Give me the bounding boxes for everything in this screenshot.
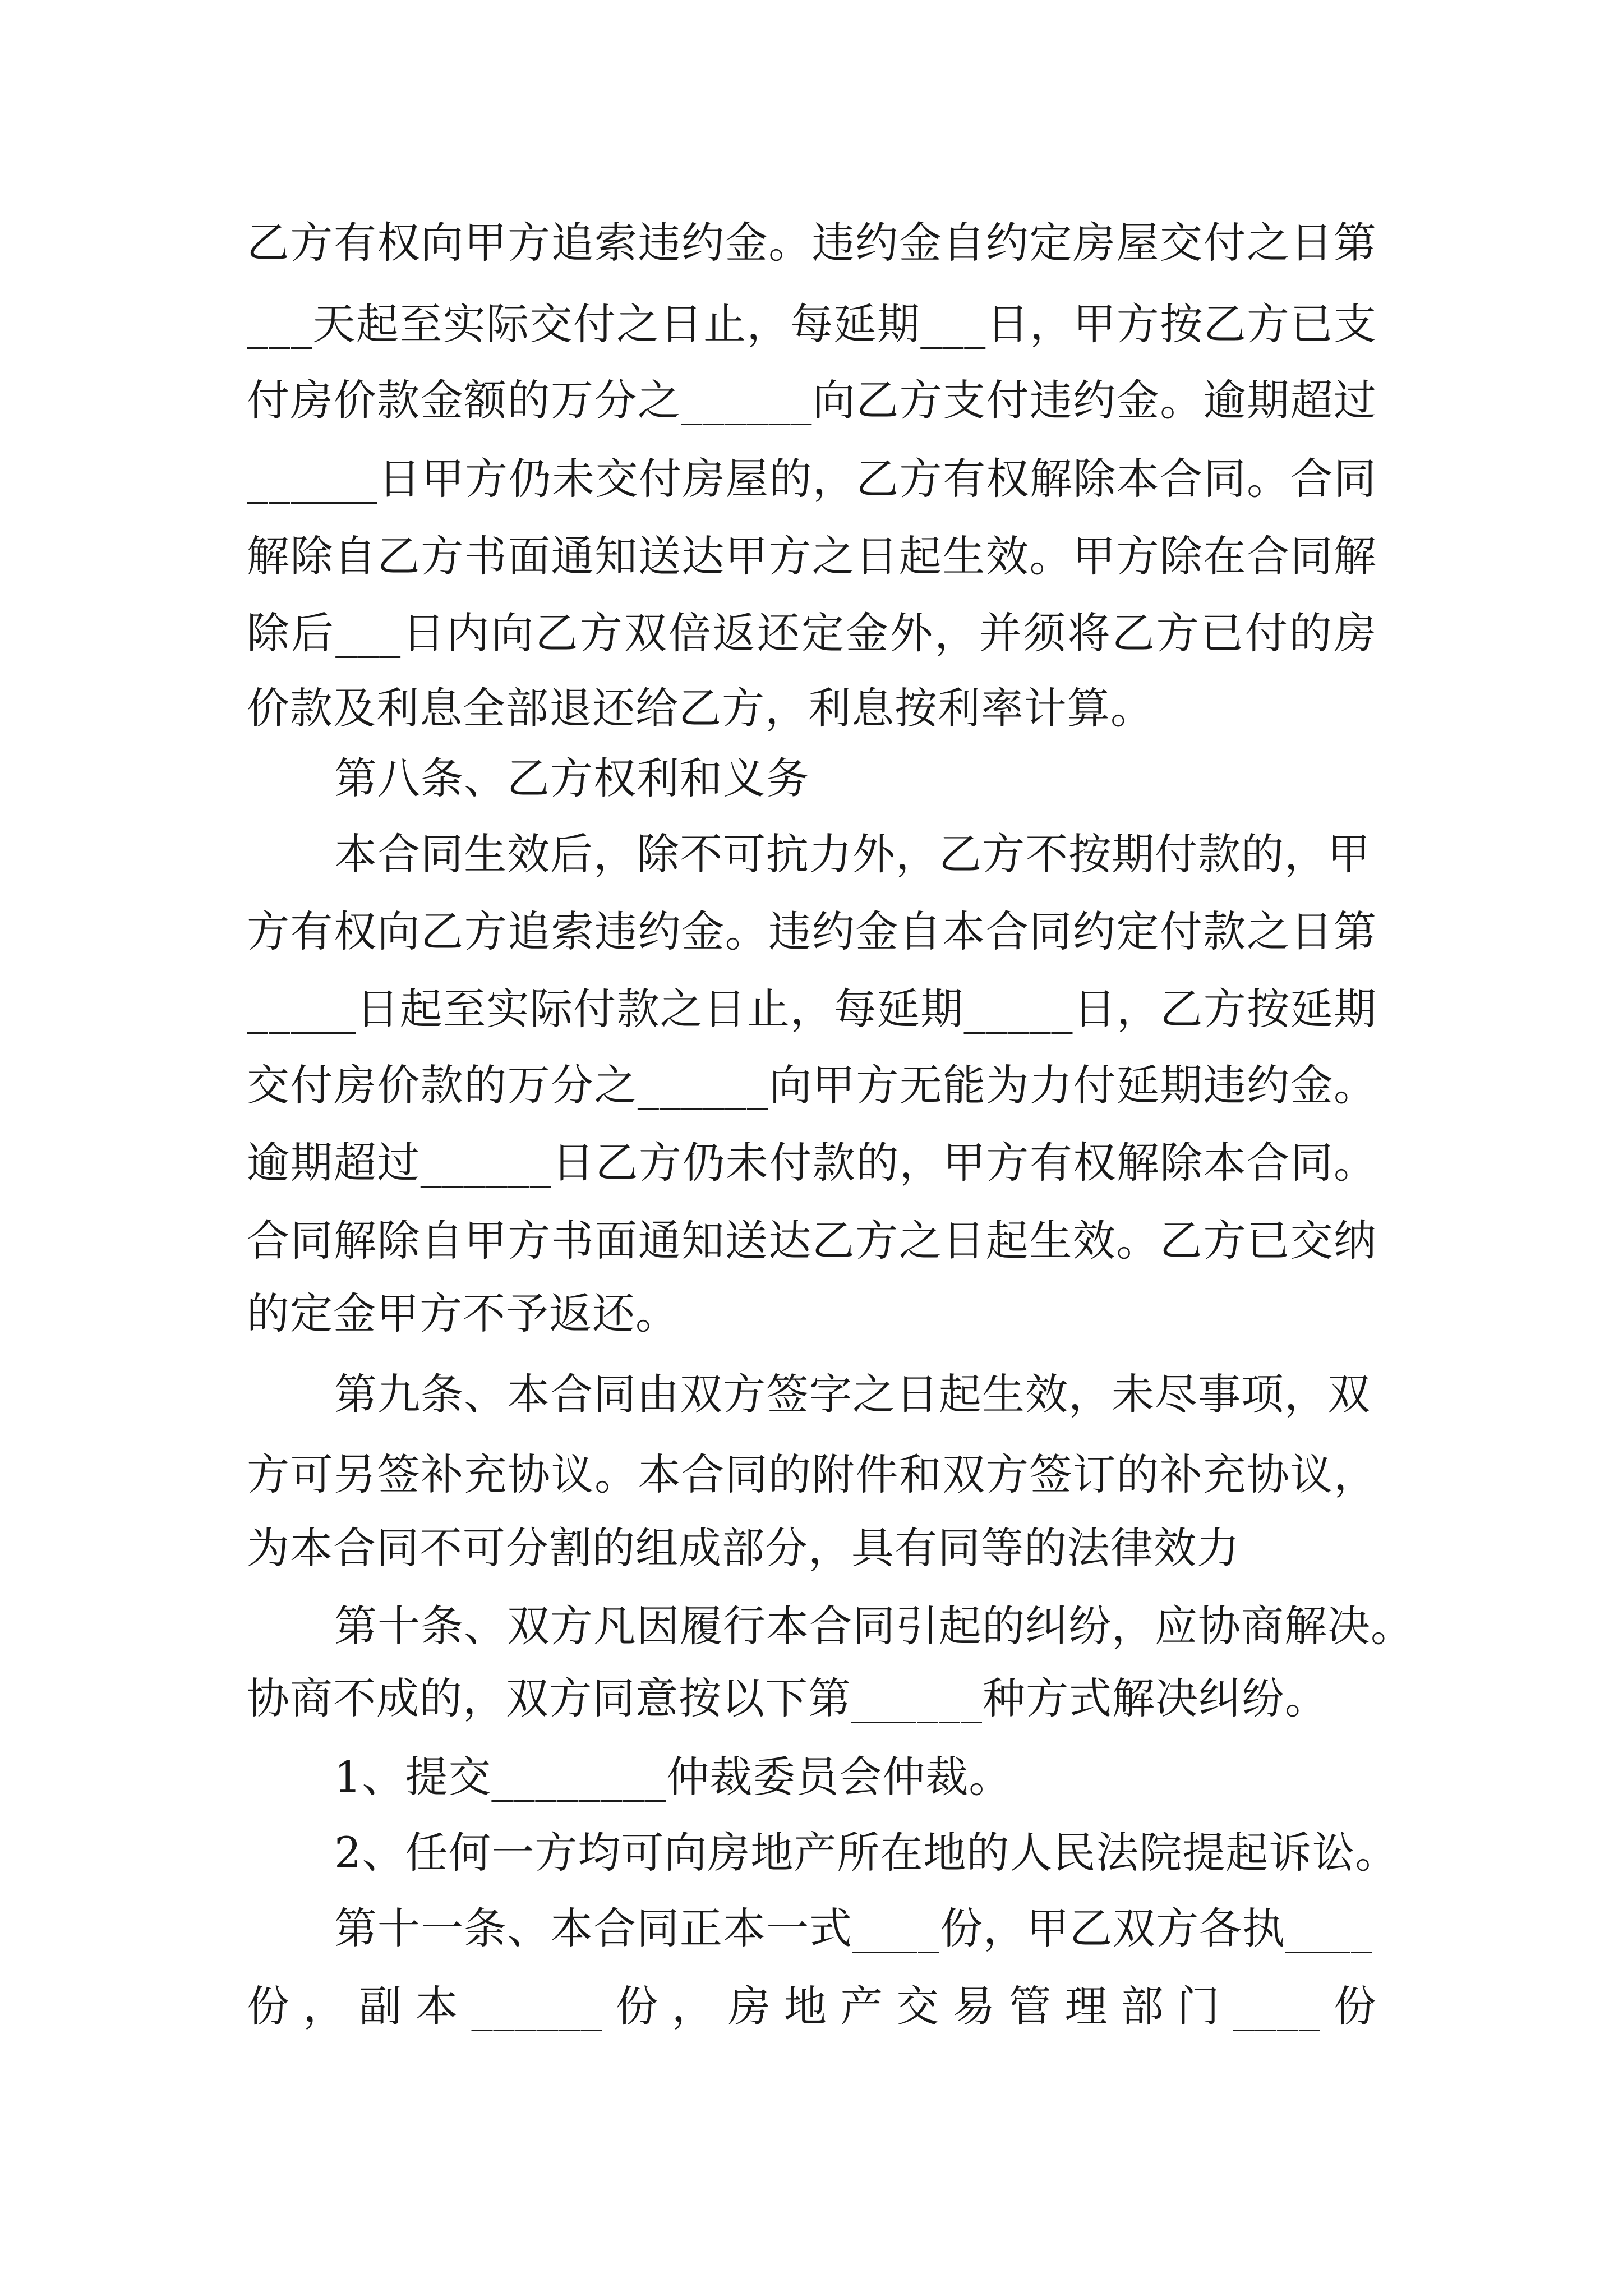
list-item: 2、任何一方均可向房地产所在地的人民法院提起诉讼。: [334, 1828, 1399, 1878]
section-heading: 第八条、乙方权利和义务: [334, 753, 809, 803]
text-line: 第十条、双方凡因履行本合同引起的纠纷，应协商解决。: [334, 1601, 1414, 1651]
text-line: 第九条、本合同由双方签字之日起生效，未尽事项，双: [334, 1369, 1371, 1419]
text-line: 付房价款金额的万分之______向乙方支付违约金。逾期超过: [247, 375, 1377, 425]
text-line: 本合同生效后，除不可抗力外，乙方不按期付款的，甲: [334, 829, 1371, 879]
text-line: 价款及利息全部退还给乙方，利息按利率计算。: [247, 683, 1154, 733]
text-line: 份，副本______份，房地产交易管理部门____份: [247, 1981, 1377, 2031]
text-line: 的定金甲方不予返还。: [247, 1289, 679, 1338]
text-line: _____日起至实际付款之日止，每延期_____日，乙方按延期: [247, 984, 1377, 1034]
text-line: ______日甲方仍未交付房屋的，乙方有权解除本合同。合同: [247, 454, 1377, 504]
text-line: 为本合同不可分割的组成部分，具有同等的法律效力: [247, 1523, 1240, 1573]
text-line: 逾期超过______日乙方仍未付款的，甲方有权解除本合同。: [247, 1138, 1377, 1188]
text-line: 方有权向乙方追索违约金。违约金自本合同约定付款之日第: [247, 907, 1377, 956]
list-item: 1、提交________仲裁委员会仲裁。: [334, 1752, 1012, 1802]
text-line: 乙方有权向甲方追索违约金。违约金自约定房屋交付之日第: [247, 218, 1377, 268]
text-line: 解除自乙方书面通知送达甲方之日起生效。甲方除在合同解: [247, 531, 1377, 581]
text-line: ___天起至实际交付之日止，每延期___日，甲方按乙方已支: [247, 299, 1377, 349]
text-line: 协商不成的，双方同意按以下第______种方式解决纠纷。: [247, 1673, 1328, 1723]
text-line: 第十一条、本合同正本一式____份，甲乙双方各执____: [334, 1903, 1373, 1953]
text-line: 除后___日内向乙方双倍返还定金外，并须将乙方已付的房: [247, 608, 1377, 658]
text-line: 方可另签补充协议。本合同的附件和双方签订的补充协议，: [247, 1450, 1377, 1499]
text-line: 合同解除自甲方书面通知送达乙方之日起生效。乙方已交纳: [247, 1216, 1377, 1266]
text-line: 交付房价款的万分之______向甲方无能为力付延期违约金。: [247, 1060, 1377, 1110]
